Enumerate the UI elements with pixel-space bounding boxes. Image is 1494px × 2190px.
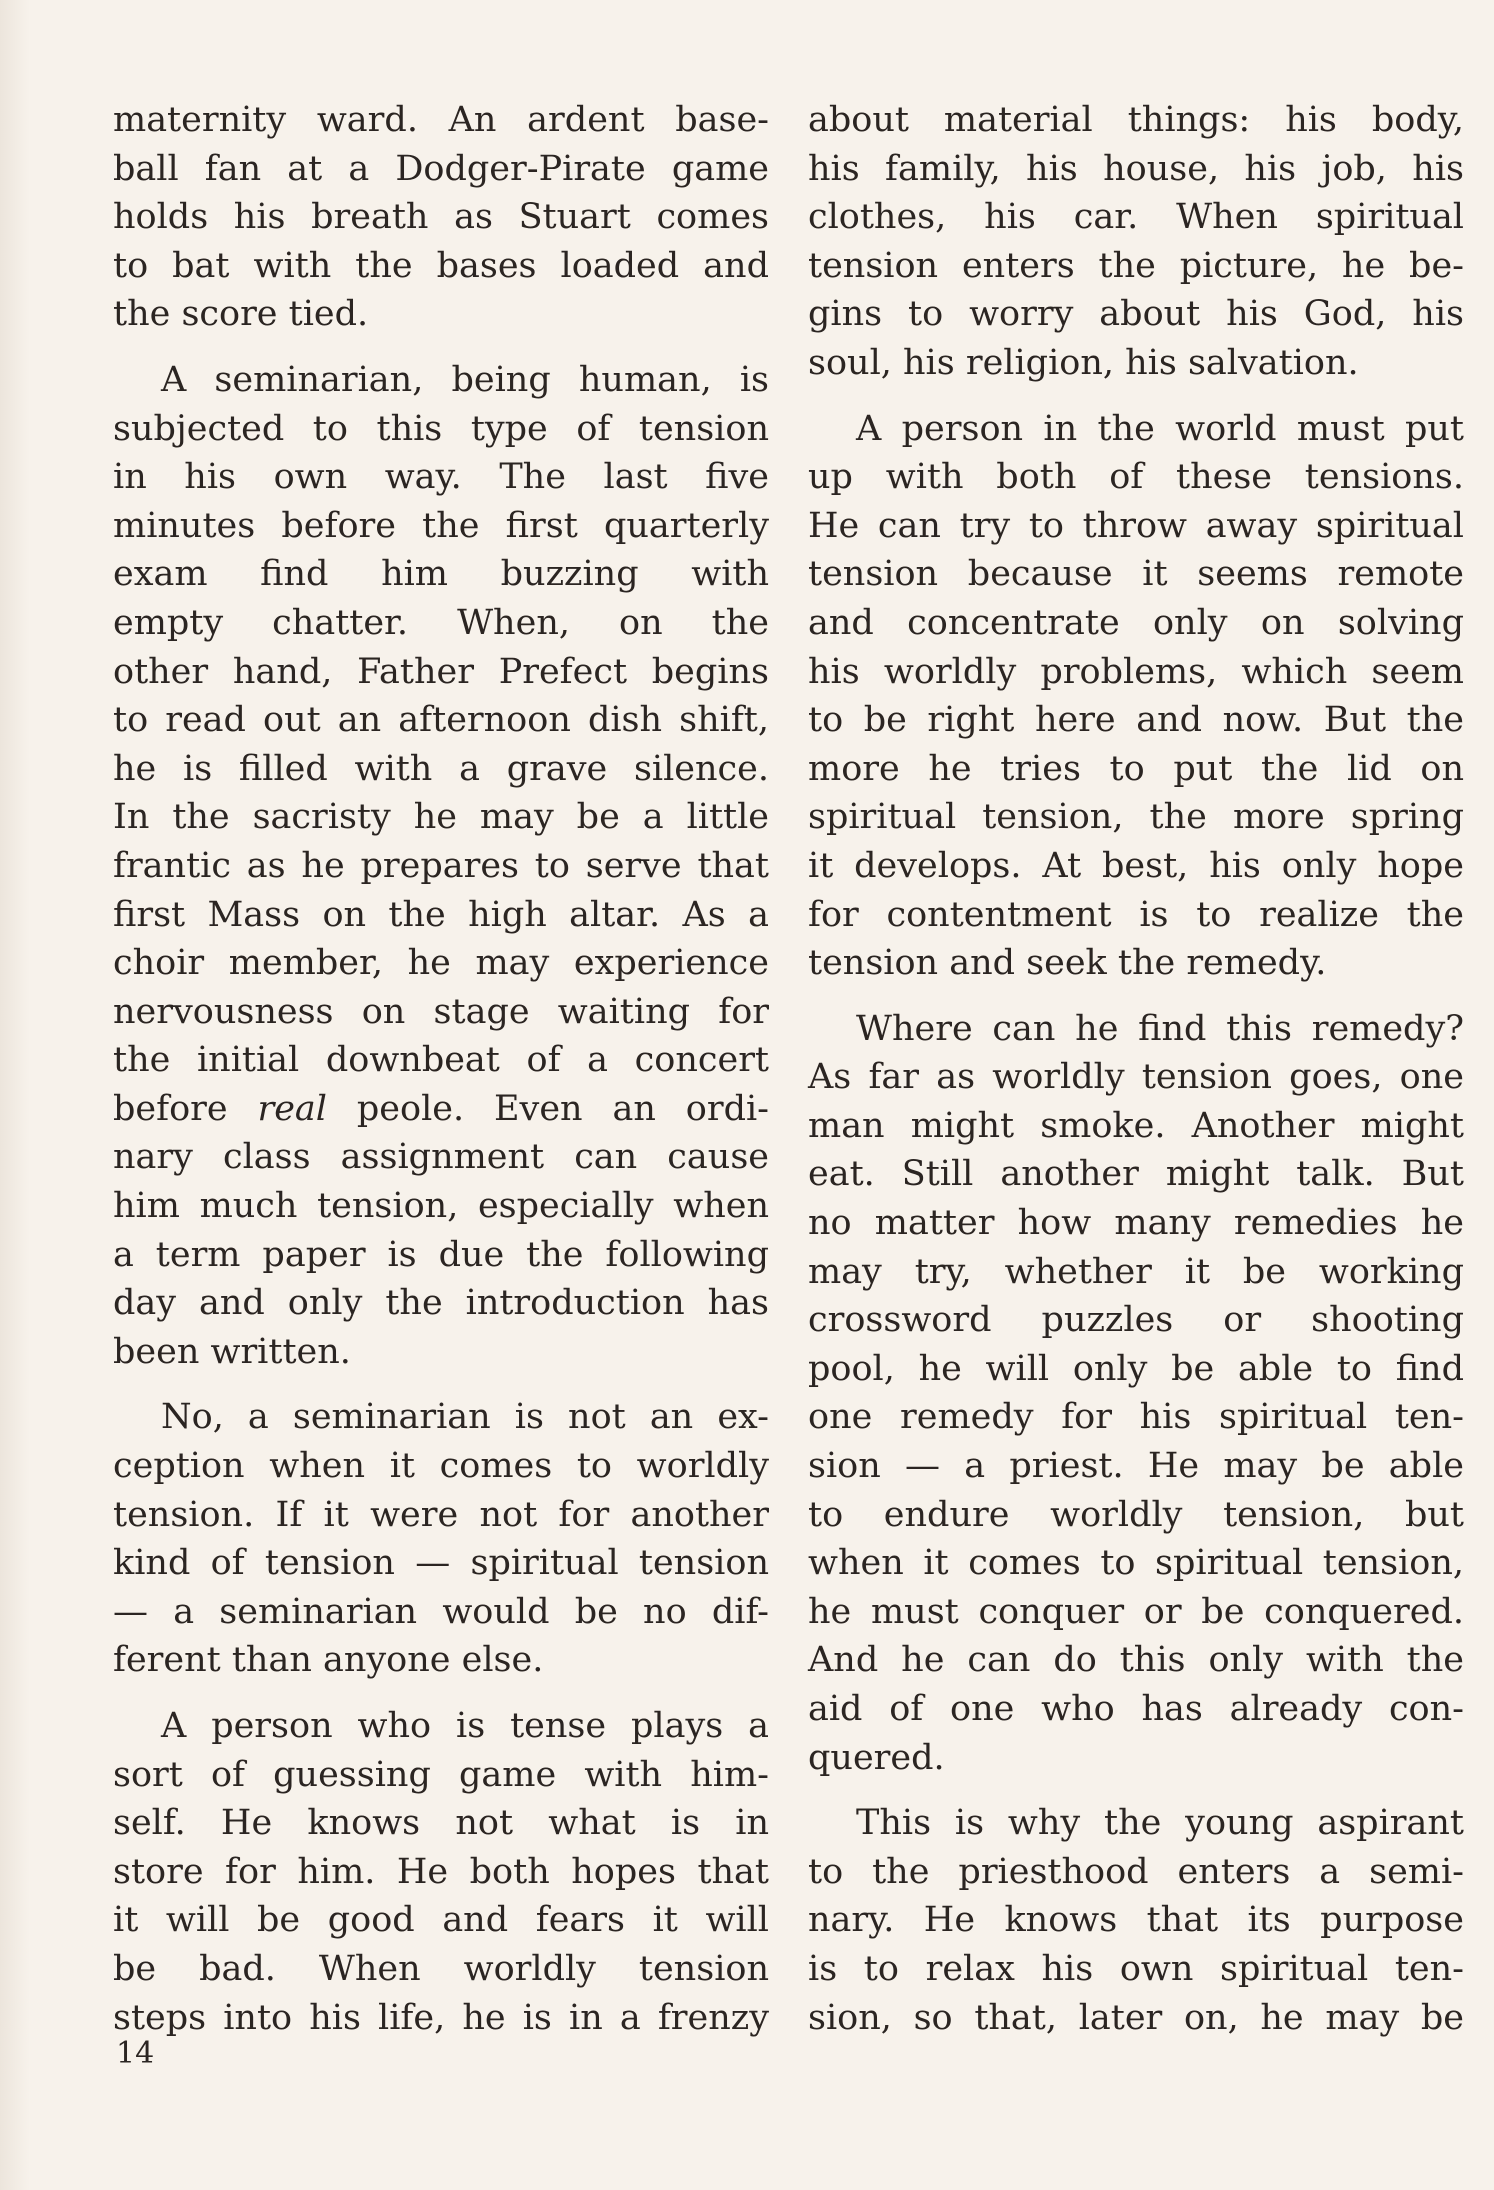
text-line: the initial downbeat of a concert	[113, 1040, 769, 1081]
text-line: crossword puzzles or shooting	[808, 1300, 1464, 1341]
text-line: been written.	[113, 1331, 351, 1372]
text-line: He can try to throw away spiritual	[808, 505, 1464, 546]
text-line: subjected to this type of tension	[113, 408, 769, 449]
text-line: the score tied.	[113, 294, 369, 335]
paragraph	[808, 405, 1464, 988]
text-line: aid of one who has already con-	[808, 1689, 1464, 1729]
text-line: tension enters the picture, he be-	[808, 245, 1464, 286]
text-line: choir member, he may experience	[113, 943, 769, 984]
text-line: ball fan at a Dodger-Pirate game	[113, 148, 769, 189]
text-line: As far as worldly tension goes, one	[808, 1057, 1464, 1098]
text-line: for contentment is to realize the	[808, 894, 1464, 935]
paragraph	[113, 96, 769, 339]
text-line: store for him. He both hopes that	[113, 1851, 769, 1892]
text-line: This is why the young aspirant	[856, 1803, 1464, 1844]
text-line: Where can he find this remedy?	[856, 1008, 1464, 1049]
text-line: no matter how many remedies he	[808, 1203, 1464, 1244]
text-line: a term paper is due the following	[113, 1234, 769, 1275]
text-line: A seminarian, being human, is	[161, 359, 769, 400]
text-line: tension because it seems remote	[808, 554, 1464, 595]
right-column	[808, 96, 1464, 2050]
text-line: first Mass on the high altar. As a	[113, 894, 769, 935]
text-line: clothes, his car. When spiritual	[808, 197, 1464, 238]
text-line: In the sacristy he may be a little	[113, 797, 769, 838]
paragraph	[113, 1393, 769, 1685]
text-line: he is filled with a grave silence.	[113, 748, 769, 789]
text-line: A person who is tense plays a	[161, 1706, 769, 1746]
text-line: one remedy for his spiritual ten-	[808, 1397, 1464, 1438]
text-line: may try, whether it be working	[808, 1251, 1464, 1292]
text-line: be bad. When worldly tension	[113, 1948, 769, 1989]
text-line: maternity ward. An ardent base-	[113, 100, 769, 140]
text-line: empty chatter. When, on the	[113, 602, 769, 643]
text-line: spiritual tension, the more spring	[808, 797, 1464, 838]
text-line: to endure worldly tension, but	[808, 1494, 1464, 1535]
text-line: his worldly problems, which seem	[808, 651, 1464, 692]
text-line: frantic as he prepares to serve that	[113, 845, 769, 886]
text-line: sion, so that, later on, he may be	[808, 1997, 1464, 2038]
text-line: nervousness on stage waiting for	[113, 991, 769, 1032]
text-line: ferent than anyone else.	[113, 1640, 544, 1681]
text-line: to the priesthood enters a semi-	[808, 1851, 1464, 1892]
text-line: self. He knows not what is in	[113, 1803, 769, 1844]
text-line: him much tension, especially when	[113, 1186, 769, 1227]
text-line: he must conquer or be conquered.	[808, 1591, 1464, 1632]
text-line: quered.	[808, 1737, 945, 1778]
text-line: nary. He knows that its purpose	[808, 1900, 1464, 1941]
text-line: sort of guessing game with him-	[113, 1754, 769, 1795]
text-line: And he can do this only with the	[808, 1640, 1464, 1681]
italic-word: real	[257, 1088, 327, 1129]
text-line: it develops. At best, his only hope	[808, 845, 1464, 886]
text-line: to be right here and now. But the	[808, 700, 1464, 741]
text-line: when it comes to spiritual tension,	[808, 1543, 1464, 1584]
text-line: to bat with the bases loaded and	[113, 245, 769, 286]
text-line: nary class assignment can cause	[113, 1137, 769, 1178]
text-line: to read out an afternoon dish shift,	[113, 700, 769, 741]
text-line: soul, his religion, his salvation.	[808, 342, 1359, 383]
paragraph	[808, 1005, 1464, 1783]
text-line: exam find him buzzing with	[113, 554, 769, 595]
text-line: other hand, Father Prefect begins	[113, 651, 769, 692]
text-line: — a seminarian would be no dif-	[113, 1591, 769, 1632]
text-line: No, a seminarian is not an ex-	[161, 1397, 769, 1438]
text-line: day and only the introduction has	[113, 1283, 769, 1324]
text-line: eat. Still another might talk. But	[808, 1154, 1464, 1195]
page-number: 14	[116, 2036, 155, 2071]
text-line: it will be good and fears it will	[113, 1900, 769, 1941]
text-line: up with both of these tensions.	[808, 457, 1464, 498]
text-line: about material things: his body,	[808, 100, 1464, 140]
text-line: gins to worry about his God, his	[808, 294, 1464, 335]
paragraph	[808, 1799, 1464, 2042]
text-line: steps into his life, he is in a frenzy	[113, 1997, 769, 2038]
text-line: pool, he will only be able to find	[808, 1348, 1464, 1389]
text-line: man might smoke. Another might	[808, 1105, 1464, 1146]
text-line: sion — a priest. He may be able	[808, 1446, 1464, 1487]
paragraph	[113, 356, 769, 1376]
text-line: his family, his house, his job, his	[808, 148, 1464, 189]
text-line: tension. If it were not for another	[113, 1494, 769, 1535]
text-line-with-italic: before real peole. Even an ordi-	[113, 1088, 769, 1129]
text-line: is to relax his own spiritual ten-	[808, 1948, 1464, 1989]
text-line: kind of tension — spiritual tension	[113, 1543, 769, 1584]
text-line: holds his breath as Stuart comes	[113, 197, 769, 238]
text-line: and concentrate only on solving	[808, 602, 1464, 643]
paragraph	[808, 96, 1464, 388]
text-line: A person in the world must put	[856, 408, 1464, 449]
paragraph	[113, 1702, 769, 2042]
text-line: ception when it comes to worldly	[113, 1446, 769, 1487]
text-line: more he tries to put the lid on	[808, 748, 1464, 789]
text-line: minutes before the first quarterly	[113, 505, 769, 546]
text-line: tension and seek the remedy.	[808, 943, 1327, 984]
text-line: in his own way. The last five	[113, 457, 769, 498]
left-column	[113, 96, 769, 2050]
